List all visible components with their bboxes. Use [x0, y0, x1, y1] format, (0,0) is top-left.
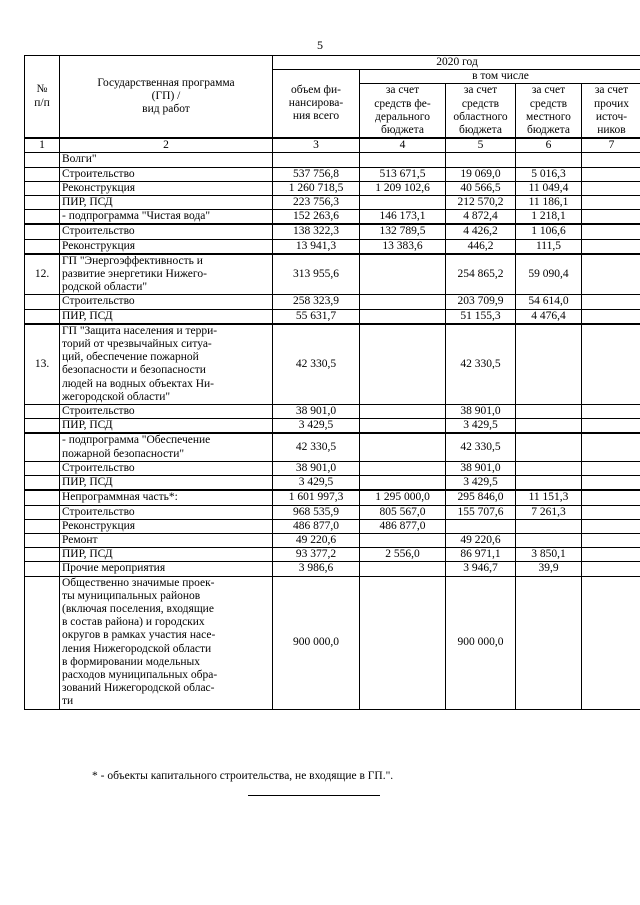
header-including: в том числе	[360, 70, 640, 84]
header-year: 2020 год	[273, 56, 640, 70]
cell-other	[582, 405, 640, 419]
cell-local	[516, 433, 582, 461]
cell-regional: 155 707,6	[446, 505, 516, 519]
cell-total: 42 330,5	[273, 433, 360, 461]
cell-other	[582, 533, 640, 547]
footnote: * - объекты капитального строительства, не входящие в ГП.".	[92, 770, 394, 782]
cell-regional: 42 330,5	[446, 324, 516, 405]
cell-federal: 13 383,6	[360, 239, 446, 254]
cell-federal	[360, 324, 446, 405]
cell-other	[582, 239, 640, 254]
cell-total: 93 377,2	[273, 548, 360, 562]
table-row	[25, 519, 640, 533]
cell-local: 59 090,4	[516, 254, 582, 295]
cell-regional: 3 429,5	[446, 476, 516, 491]
cell-other	[582, 295, 640, 309]
cell-total: 3 986,6	[273, 562, 360, 576]
row-number	[25, 196, 60, 210]
cell-regional: 446,2	[446, 239, 516, 254]
row-number	[25, 210, 60, 225]
row-name: - подпрограмма "Чистая вода"	[60, 210, 273, 225]
cell-other	[582, 461, 640, 475]
cell-total: 537 756,8	[273, 167, 360, 181]
cell-federal: 805 567,0	[360, 505, 446, 519]
cell-local: 111,5	[516, 239, 582, 254]
cell-local: 1 218,1	[516, 210, 582, 225]
table-row	[25, 548, 640, 562]
row-number	[25, 533, 60, 547]
cell-regional	[446, 519, 516, 533]
col-number: 2	[60, 138, 273, 153]
cell-federal: 1 295 000,0	[360, 490, 446, 505]
cell-total	[273, 153, 360, 167]
cell-federal	[360, 309, 446, 324]
cell-regional: 295 846,0	[446, 490, 516, 505]
header-federal: за счет средств фе- дерального бюджета	[360, 84, 446, 138]
cell-federal: 132 789,5	[360, 224, 446, 239]
cell-federal: 1 209 102,6	[360, 181, 446, 195]
cell-total: 55 631,7	[273, 309, 360, 324]
cell-total: 38 901,0	[273, 461, 360, 475]
cell-local	[516, 405, 582, 419]
cell-other	[582, 324, 640, 405]
closing-rule	[248, 795, 380, 796]
row-number	[25, 239, 60, 254]
cell-other	[582, 576, 640, 709]
table-row	[25, 167, 640, 181]
cell-total: 313 955,6	[273, 254, 360, 295]
row-number	[25, 153, 60, 167]
table-row	[25, 210, 640, 225]
cell-regional: 3 429,5	[446, 419, 516, 434]
cell-regional: 38 901,0	[446, 405, 516, 419]
cell-other	[582, 153, 640, 167]
header-local: за счет средств местного бюджета	[516, 84, 582, 138]
col-number: 7	[582, 138, 640, 153]
cell-other	[582, 490, 640, 505]
table-row	[25, 295, 640, 309]
header-total: объем фи- нансирова- ния всего	[273, 70, 360, 139]
cell-regional: 19 069,0	[446, 167, 516, 181]
cell-total: 49 220,6	[273, 533, 360, 547]
row-number	[25, 576, 60, 709]
row-name: Прочие мероприятия	[60, 562, 273, 576]
table-row	[25, 576, 640, 709]
cell-federal	[360, 419, 446, 434]
cell-other	[582, 419, 640, 434]
col-number: 5	[446, 138, 516, 153]
cell-regional: 86 971,1	[446, 548, 516, 562]
row-name: Строительство	[60, 405, 273, 419]
row-name: Строительство	[60, 461, 273, 475]
table-row	[25, 505, 640, 519]
cell-local: 1 106,6	[516, 224, 582, 239]
cell-regional: 254 865,2	[446, 254, 516, 295]
table-row	[25, 224, 640, 239]
row-name: ПИР, ПСД	[60, 196, 273, 210]
cell-federal	[360, 562, 446, 576]
row-number	[25, 505, 60, 519]
cell-total: 138 322,3	[273, 224, 360, 239]
cell-local	[516, 519, 582, 533]
row-name: ГП "Энергоэффективность и развитие энергетики Нижего- родской области"	[60, 254, 273, 295]
cell-local: 4 476,4	[516, 309, 582, 324]
header-num: № п/п	[25, 56, 60, 139]
column-number-row	[25, 138, 640, 153]
financing-table	[24, 55, 640, 710]
row-number	[25, 405, 60, 419]
cell-regional: 49 220,6	[446, 533, 516, 547]
row-name: Общественно значимые проек- ты муниципальных районов (включая поселения, входящие в состав района) и городских округов в рамках участия насе- ления Нижегородской области в формировании модельных расходов муниципальных обра- зований Нижегородской облас- ти	[60, 576, 273, 709]
row-number	[25, 433, 60, 461]
row-name: Строительство	[60, 167, 273, 181]
table-row	[25, 490, 640, 505]
cell-other	[582, 224, 640, 239]
cell-local	[516, 419, 582, 434]
cell-other	[582, 433, 640, 461]
table-row	[25, 476, 640, 491]
row-name: ПИР, ПСД	[60, 476, 273, 491]
cell-total: 3 429,5	[273, 476, 360, 491]
cell-total: 3 429,5	[273, 419, 360, 434]
cell-other	[582, 505, 640, 519]
cell-total: 152 263,6	[273, 210, 360, 225]
cell-total: 1 601 997,3	[273, 490, 360, 505]
col-number: 6	[516, 138, 582, 153]
row-number	[25, 419, 60, 434]
cell-local	[516, 576, 582, 709]
cell-regional: 40 566,5	[446, 181, 516, 195]
col-number: 4	[360, 138, 446, 153]
cell-other	[582, 254, 640, 295]
cell-total: 223 756,3	[273, 196, 360, 210]
cell-federal	[360, 254, 446, 295]
row-number	[25, 519, 60, 533]
table-row	[25, 324, 640, 405]
row-number	[25, 224, 60, 239]
table-row	[25, 419, 640, 434]
row-number	[25, 490, 60, 505]
table-row	[25, 433, 640, 461]
cell-regional: 51 155,3	[446, 309, 516, 324]
row-name: Реконструкция	[60, 519, 273, 533]
cell-local	[516, 153, 582, 167]
row-number: 12.	[25, 254, 60, 295]
row-number	[25, 476, 60, 491]
page-number: 5	[317, 38, 323, 52]
cell-other	[582, 167, 640, 181]
cell-regional: 4 872,4	[446, 210, 516, 225]
row-name: Реконструкция	[60, 239, 273, 254]
row-number	[25, 167, 60, 181]
cell-local	[516, 461, 582, 475]
cell-federal	[360, 433, 446, 461]
cell-federal: 486 877,0	[360, 519, 446, 533]
cell-local	[516, 476, 582, 491]
table-row	[25, 461, 640, 475]
cell-local: 11 186,1	[516, 196, 582, 210]
row-name: ПИР, ПСД	[60, 309, 273, 324]
cell-federal	[360, 476, 446, 491]
header-other: за счет прочих источ- ников	[582, 84, 640, 138]
cell-total: 258 323,9	[273, 295, 360, 309]
cell-federal: 146 173,1	[360, 210, 446, 225]
cell-total: 1 260 718,5	[273, 181, 360, 195]
cell-other	[582, 548, 640, 562]
table-row	[25, 153, 640, 167]
cell-regional: 3 946,7	[446, 562, 516, 576]
header-program: Государственная программа (ГП) / вид работ	[60, 56, 273, 139]
row-name: Реконструкция	[60, 181, 273, 195]
cell-federal	[360, 196, 446, 210]
cell-regional: 4 426,2	[446, 224, 516, 239]
cell-local: 5 016,3	[516, 167, 582, 181]
row-number	[25, 181, 60, 195]
cell-federal	[360, 461, 446, 475]
cell-local: 3 850,1	[516, 548, 582, 562]
cell-federal: 513 671,5	[360, 167, 446, 181]
cell-federal	[360, 576, 446, 709]
cell-regional: 203 709,9	[446, 295, 516, 309]
table-row	[25, 533, 640, 547]
cell-local: 7 261,3	[516, 505, 582, 519]
table-body	[25, 153, 640, 709]
cell-other	[582, 181, 640, 195]
row-name: ГП "Защита населения и терри- торий от чрезвычайных ситуа- ций, обеспечение пожарной безопасности и безопасности людей на водных объектах Ни- жегородской области"	[60, 324, 273, 405]
row-name: Строительство	[60, 295, 273, 309]
row-number	[25, 562, 60, 576]
col-number: 3	[273, 138, 360, 153]
cell-total: 38 901,0	[273, 405, 360, 419]
table-row	[25, 196, 640, 210]
cell-total: 900 000,0	[273, 576, 360, 709]
row-number: 13.	[25, 324, 60, 405]
row-name: ПИР, ПСД	[60, 419, 273, 434]
table-row	[25, 181, 640, 195]
cell-local: 11 049,4	[516, 181, 582, 195]
row-name: Непрограммная часть*:	[60, 490, 273, 505]
table-row	[25, 405, 640, 419]
cell-federal	[360, 153, 446, 167]
cell-regional	[446, 153, 516, 167]
cell-federal	[360, 405, 446, 419]
table-row	[25, 254, 640, 295]
cell-local	[516, 324, 582, 405]
cell-total: 42 330,5	[273, 324, 360, 405]
row-number	[25, 548, 60, 562]
row-name: Ремонт	[60, 533, 273, 547]
row-name: ПИР, ПСД	[60, 548, 273, 562]
cell-federal	[360, 533, 446, 547]
cell-federal	[360, 295, 446, 309]
cell-other	[582, 562, 640, 576]
table-row	[25, 309, 640, 324]
cell-local	[516, 533, 582, 547]
header-regional: за счет средств областного бюджета	[446, 84, 516, 138]
row-number	[25, 461, 60, 475]
cell-regional: 42 330,5	[446, 433, 516, 461]
cell-regional: 900 000,0	[446, 576, 516, 709]
col-number: 1	[25, 138, 60, 153]
cell-other	[582, 196, 640, 210]
cell-other	[582, 476, 640, 491]
cell-regional: 212 570,2	[446, 196, 516, 210]
cell-federal: 2 556,0	[360, 548, 446, 562]
cell-total: 968 535,9	[273, 505, 360, 519]
cell-other	[582, 210, 640, 225]
cell-total: 486 877,0	[273, 519, 360, 533]
row-name: Строительство	[60, 505, 273, 519]
row-name: - подпрограмма "Обеспечение пожарной безопасности"	[60, 433, 273, 461]
cell-other	[582, 519, 640, 533]
row-number	[25, 309, 60, 324]
cell-local: 39,9	[516, 562, 582, 576]
table-row	[25, 239, 640, 254]
row-name: Волги"	[60, 153, 273, 167]
row-number	[25, 295, 60, 309]
cell-local: 54 614,0	[516, 295, 582, 309]
cell-other	[582, 309, 640, 324]
cell-regional: 38 901,0	[446, 461, 516, 475]
table-row	[25, 562, 640, 576]
cell-total: 13 941,3	[273, 239, 360, 254]
cell-local: 11 151,3	[516, 490, 582, 505]
row-name: Строительство	[60, 224, 273, 239]
